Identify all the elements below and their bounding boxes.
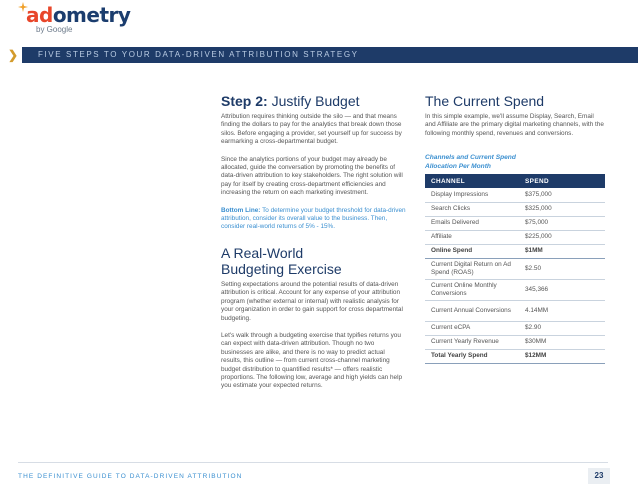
table-row [425, 279, 605, 300]
table-row [425, 258, 605, 279]
section-banner [0, 47, 638, 63]
spend-cell: 4.14MM [519, 300, 605, 321]
step2-paragraph-1: Attribution requires thinking outside the silo — and that means finding the dollars to pay for the analytics that break down those silos. Before engaging a provider, set yourself up for success by earmarking a cross-departmental budget. [221, 113, 402, 146]
channel-cell: Current Annual Conversions [425, 300, 519, 321]
channel-cell: Current Digital Return on Ad Spend (ROAS) [425, 258, 519, 279]
table-row [425, 321, 605, 335]
table-row [425, 188, 605, 202]
channel-cell: Search Clicks [425, 202, 519, 216]
chevron-right-icon: ❯ [8, 48, 19, 62]
step2-body [221, 113, 407, 232]
channel-cell: Affiliate [425, 230, 519, 244]
step2-title: Justify Budget [271, 93, 360, 109]
banner-title: FIVE STEPS TO YOUR DATA-DRIVEN ATTRIBUTION STRATEGY [38, 50, 359, 59]
spend-cell: $225,000 [519, 230, 605, 244]
exercise-title-line1: A Real-World [221, 244, 304, 261]
exercise-body [221, 281, 407, 391]
table-title-line2: Allocation Per Month [425, 162, 491, 170]
spend-cell: 345,366 [519, 279, 605, 300]
exercise-title-line2: Budgeting Exercise [221, 260, 342, 277]
table-row [425, 202, 605, 216]
left-column [221, 93, 407, 391]
footer-divider [18, 462, 608, 463]
spend-cell: $75,000 [519, 216, 605, 230]
logo-byline: by Google [36, 25, 73, 34]
channel-cell: Emails Delivered [425, 216, 519, 230]
current-spend-heading: The Current Spend [425, 93, 545, 109]
exercise-paragraph-2: Let's walk through a budgeting exercise that typifies returns you can expect with data-driven attribution. Though no two businesses are alike, and there is no way to predict actual results, this outline — from current cross-channel marketing budget distribution to quantified results* — offers realistic proportions. The following low, average and high yields can help you estimate your expected returns. [221, 331, 403, 390]
spend-cell: $1MM [519, 244, 605, 258]
channel-cell: Current Online Monthly Conversions [425, 279, 519, 300]
channel-cell: Current eCPA [425, 321, 519, 335]
bottom-line-text: To determine your budget threshold for data-driven attribution, consider its overall value to the business. Then, consider real-world returns of 5% - 15%. [221, 206, 406, 231]
column-header-channel: CHANNEL [425, 174, 519, 188]
logo-spark-icon [18, 2, 28, 12]
spend-table [425, 174, 605, 364]
bottom-line-label: Bottom Line: [221, 206, 261, 214]
current-spend-paragraph: In this simple example, we'll assume Display, Search, Email and Affiliate are the primary digital marketing channels, with the following monthly spend, revenues and conversions. [425, 113, 604, 137]
channel-cell: Online Spend [425, 244, 519, 258]
banner-icon-box [0, 47, 22, 63]
spend-cell: $2.50 [519, 258, 605, 279]
table-row [425, 300, 605, 321]
table-row [425, 230, 605, 244]
table-row-total [425, 349, 605, 363]
table-header-row [425, 174, 605, 188]
page-number: 23 [588, 468, 610, 484]
table-title [425, 154, 605, 171]
exercise-paragraph-1: Setting expectations around the potential results of data-driven attribution is critical. Account for any expense of your attribution program (whether external or internal) with realistic analysis for your organization in order to gain support for cross departmental budgeting. [221, 280, 403, 322]
column-header-spend: SPEND [519, 174, 605, 188]
bottom-line [221, 207, 407, 232]
exercise-heading [221, 245, 407, 277]
logo-wordmark [16, 4, 130, 26]
spend-cell: $325,000 [519, 202, 605, 216]
table-row-subtotal [425, 244, 605, 258]
channel-cell: Total Yearly Spend [425, 349, 519, 363]
spend-cell: $375,000 [519, 188, 605, 202]
spend-cell: $30MM [519, 335, 605, 349]
channel-cell: Display Impressions [425, 188, 519, 202]
table-row [425, 335, 605, 349]
spend-cell: $12MM [519, 349, 605, 363]
step2-heading [221, 93, 407, 110]
right-column [425, 93, 605, 364]
current-spend-body [425, 113, 605, 138]
logo-rest: ometry [52, 3, 131, 27]
step2-label: Step 2: [221, 93, 268, 109]
channel-cell: Current Yearly Revenue [425, 335, 519, 349]
footer-title: THE DEFINITIVE GUIDE TO DATA-DRIVEN ATTRIBUTION [18, 473, 243, 480]
spend-cell: $2.90 [519, 321, 605, 335]
table-row [425, 216, 605, 230]
step2-paragraph-2: Since the analytics portions of your budget may already be allocated, guide the conversation by promoting the benefits of data-driven attribution to key stakeholders. The right solution will pay for itself by creating cross-department efficiencies and increasing the return on each marketing investment. [221, 155, 403, 197]
table-title-line1: Channels and Current Spend [425, 154, 516, 162]
logo-prefix: ad [26, 3, 53, 27]
adometry-logo [16, 4, 130, 34]
